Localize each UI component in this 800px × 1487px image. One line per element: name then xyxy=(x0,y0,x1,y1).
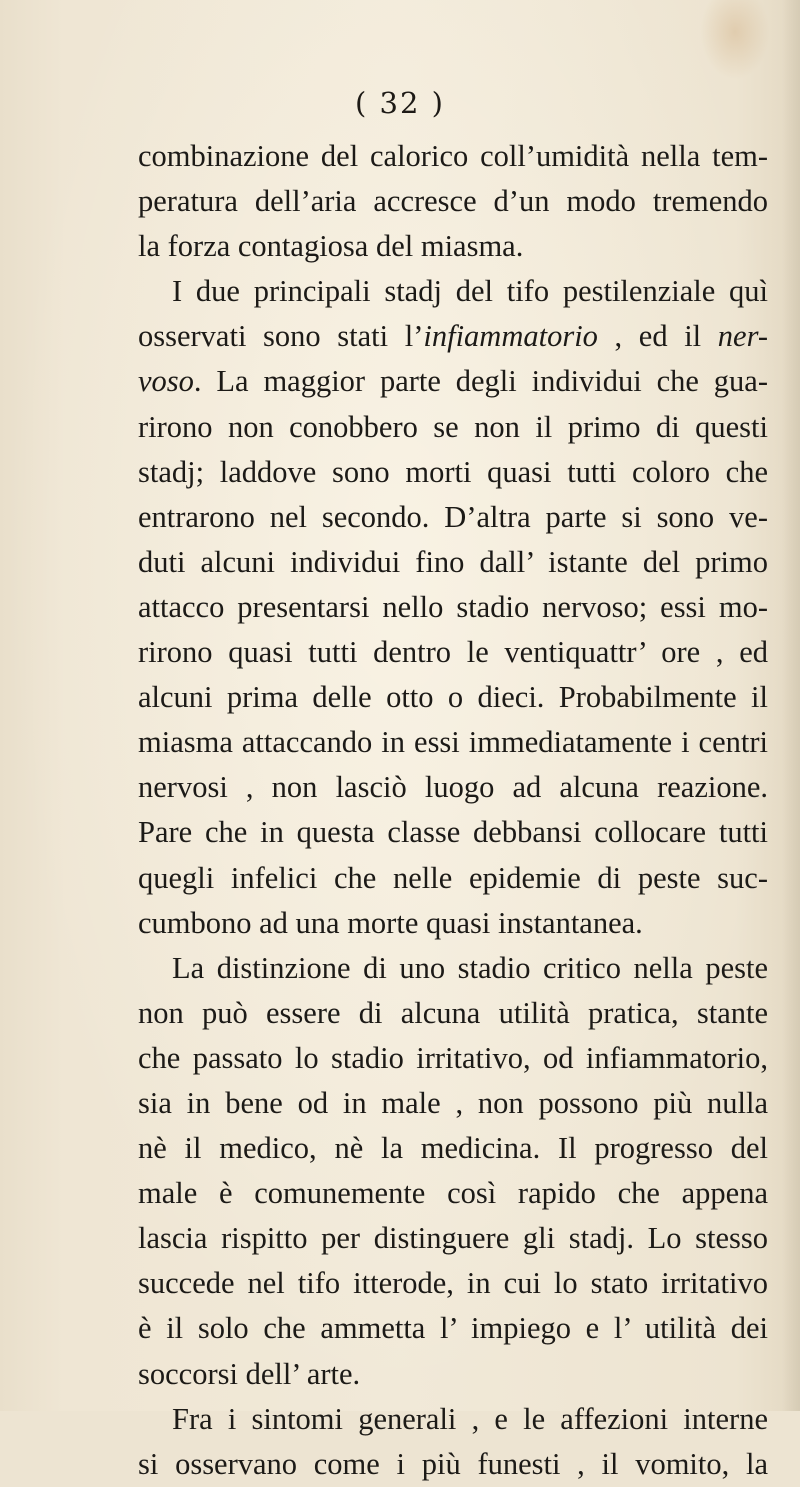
text-line xyxy=(138,1216,768,1261)
text-line xyxy=(138,585,768,630)
text-segment: Pare che in questa classe debbansi collocare tutti xyxy=(138,815,768,850)
text-segment: alcuni prima delle otto o dieci. Probabilmente il xyxy=(138,680,768,715)
text-line xyxy=(138,1126,768,1171)
text-line xyxy=(138,450,768,495)
text-line xyxy=(138,901,768,946)
text-segment: I due principali stadj del tifo pestilenziale quì xyxy=(172,274,768,309)
text-line xyxy=(138,495,768,540)
text-segment: nervosi , non lasciò luogo ad alcuna reazione. xyxy=(138,770,768,805)
text-line xyxy=(138,1352,768,1397)
text-segment: peratura dell’aria accresce d’un modo tremendo xyxy=(138,184,768,219)
text-segment: osservati sono stati l’ xyxy=(138,319,424,354)
text-line xyxy=(138,179,768,224)
text-line xyxy=(138,720,768,765)
text-line xyxy=(138,810,768,855)
text-segment: combinazione del calorico coll’umidità nella tem- xyxy=(138,139,768,173)
page-number-header: ( 32 ) xyxy=(355,86,445,120)
page-edge-shadow xyxy=(782,0,800,1411)
text-line xyxy=(138,946,768,991)
italic-term: ner- xyxy=(717,319,768,354)
text-segment: rirono quasi tutti dentro le ventiquattr’ ore , ed xyxy=(138,635,768,670)
text-segment: miasma attaccando in essi immediatamente i centri xyxy=(138,725,768,760)
text-segment: stadj; laddove sono morti quasi tutti coloro che xyxy=(138,454,768,489)
text-segment: La distinzione di uno stadio critico nella peste xyxy=(172,950,768,985)
text-line xyxy=(138,405,768,450)
text-line xyxy=(138,269,768,314)
text-line xyxy=(138,630,768,675)
text-line xyxy=(138,1171,768,1216)
text-line xyxy=(138,675,768,720)
text-segment: Fra i sintomi generali , e le affezioni interne xyxy=(172,1401,768,1436)
text-line xyxy=(138,856,768,901)
text-segment: nè il medico, nè la medicina. Il progresso del xyxy=(138,1131,768,1166)
text-line xyxy=(138,1442,768,1487)
text-segment: duti alcuni individui fino dall’ istante del primo xyxy=(138,544,768,579)
text-segment: attacco presentarsi nello stadio nervoso; essi mo- xyxy=(138,589,768,624)
text-line xyxy=(138,224,768,269)
text-segment: cumbono ad una morte quasi instantanea. xyxy=(138,905,643,940)
text-line xyxy=(138,991,768,1036)
text-segment: succede nel tifo itterode, in cui lo stato irritativo xyxy=(138,1266,768,1301)
text-line xyxy=(138,359,768,404)
text-segment: entrarono nel secondo. D’altra parte si sono ve- xyxy=(138,499,768,534)
text-segment: . La maggior parte degli individui che gua- xyxy=(193,364,768,399)
text-line xyxy=(138,1306,768,1351)
text-line xyxy=(138,314,768,359)
text-line xyxy=(138,1261,768,1306)
text-segment: si osservano come i più funesti , il vomito, la xyxy=(138,1446,768,1481)
text-line xyxy=(138,540,768,585)
text-line xyxy=(138,1397,768,1442)
text-line xyxy=(138,765,768,810)
text-segment: non può essere di alcuna utilità pratica, stante xyxy=(138,995,768,1030)
text-segment: che passato lo stadio irritativo, od infiammatorio, xyxy=(138,1040,768,1075)
text-line xyxy=(138,134,768,179)
italic-term: voso xyxy=(138,364,194,399)
text-segment: è il solo che ammetta l’ impiego e l’ utilità dei xyxy=(138,1311,768,1346)
text-segment: male è comunemente così rapido che appena xyxy=(138,1176,768,1211)
text-segment: rirono non conobbero se non il primo di questi xyxy=(138,409,768,444)
text-segment: quegli infelici che nelle epidemie di peste suc- xyxy=(138,860,768,895)
italic-term: infiammatorio xyxy=(423,319,598,354)
text-segment: soccorsi dell’ arte. xyxy=(138,1356,361,1391)
text-line xyxy=(138,1036,768,1081)
paper-stain xyxy=(700,0,770,80)
body-text xyxy=(138,134,768,1487)
text-segment: lascia rispitto per distinguere gli stadj. Lo stesso xyxy=(138,1221,768,1256)
text-segment: la forza contagiosa del miasma. xyxy=(138,229,524,264)
text-segment: sia in bene od in male , non possono più nulla xyxy=(138,1085,768,1120)
text-line xyxy=(138,1081,768,1126)
text-segment: , ed il xyxy=(597,319,718,354)
